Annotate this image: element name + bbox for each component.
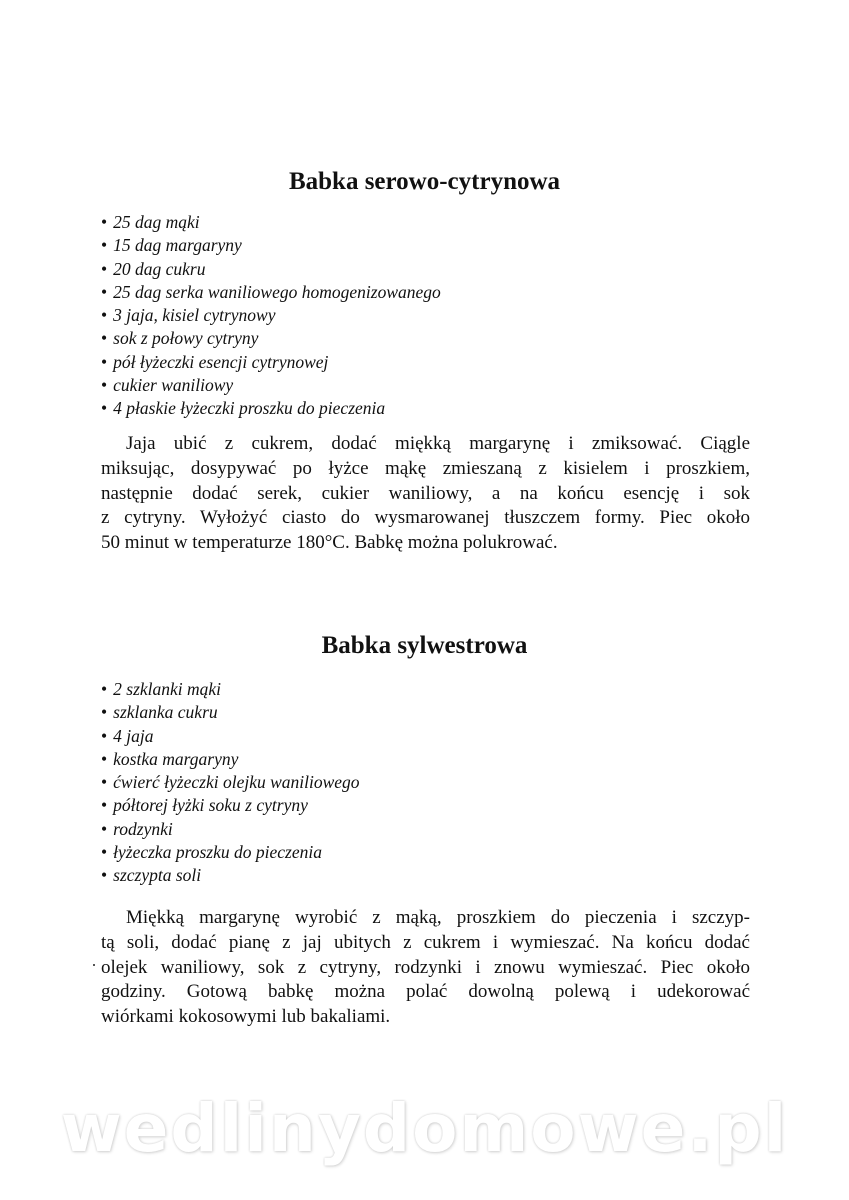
- watermark: wedlinydomowe.pl: [60, 1090, 789, 1167]
- instruction-line: z cytryny. Wyłożyć ciasto do wysmarowanej tłuszczem formy. Piec około: [101, 507, 750, 529]
- instruction-line: wiórkami kokosowymi lub bakaliami.: [101, 1006, 391, 1028]
- instruction-line: miksując, dosypywać po łyżce mąkę zmieszaną z kisielem i proszkiem,: [101, 457, 750, 479]
- ingredient-item: • ćwierć łyżeczki olejku waniliowego: [101, 771, 360, 794]
- instructions-paragraph: [101, 432, 750, 556]
- instruction-line: godziny. Gotową babkę można polać dowolną polewą i udekorować: [101, 981, 750, 1003]
- instruction-line: Miękką margarynę wyrobić z mąką, proszkiem do pieczenia i szczyp-: [126, 907, 750, 928]
- instruction-line: tą soli, dodać pianę z jaj ubitych z cukrem i wymieszać. Na końcu dodać: [101, 931, 750, 953]
- ingredient-item: • półtorej łyżki soku z cytryny: [101, 794, 360, 817]
- ingredient-item: • 25 dag serka waniliowego homogenizowanego: [101, 281, 441, 304]
- ingredient-item: • cukier waniliowy: [101, 374, 441, 397]
- scan-speck: [93, 964, 95, 966]
- ingredient-item: • szklanka cukru: [101, 701, 360, 724]
- instruction-line: następnie dodać serek, cukier waniliowy, a na końcu esencję i sok: [101, 482, 750, 504]
- ingredient-item: • 4 jaja: [101, 725, 360, 748]
- ingredient-item: • 2 szklanki mąki: [101, 678, 360, 701]
- ingredient-list: [101, 211, 441, 421]
- instruction-line: olejek waniliowy, sok z cytryny, rodzynki i znowu wymieszać. Piec około: [101, 956, 750, 978]
- ingredient-item: • rodzynki: [101, 818, 360, 841]
- instructions-paragraph: [101, 906, 750, 1030]
- ingredient-item: • kostka margaryny: [101, 748, 360, 771]
- ingredient-item: • 20 dag cukru: [101, 258, 441, 281]
- ingredient-item: • 15 dag margaryny: [101, 234, 441, 257]
- ingredient-item: • 4 płaskie łyżeczki proszku do pieczenia: [101, 397, 441, 420]
- ingredient-item: • sok z połowy cytryny: [101, 327, 441, 350]
- recipe-title: Babka serowo-cytrynowa: [288, 168, 561, 195]
- ingredient-item: • pół łyżeczki esencji cytrynowej: [101, 351, 441, 374]
- instruction-line: 50 minut w temperaturze 180°C. Babkę można polukrować.: [101, 532, 558, 554]
- instruction-line: Jaja ubić z cukrem, dodać miękką margarynę i zmiksować. Ciągle: [126, 433, 750, 454]
- ingredient-item: • 3 jaja, kisiel cytrynowy: [101, 304, 441, 327]
- ingredient-list: [101, 678, 360, 888]
- ingredient-item: • 25 dag mąki: [101, 211, 441, 234]
- ingredient-item: • szczypta soli: [101, 864, 360, 887]
- recipe-title: Babka sylwestrowa: [321, 632, 528, 659]
- ingredient-item: • łyżeczka proszku do pieczenia: [101, 841, 360, 864]
